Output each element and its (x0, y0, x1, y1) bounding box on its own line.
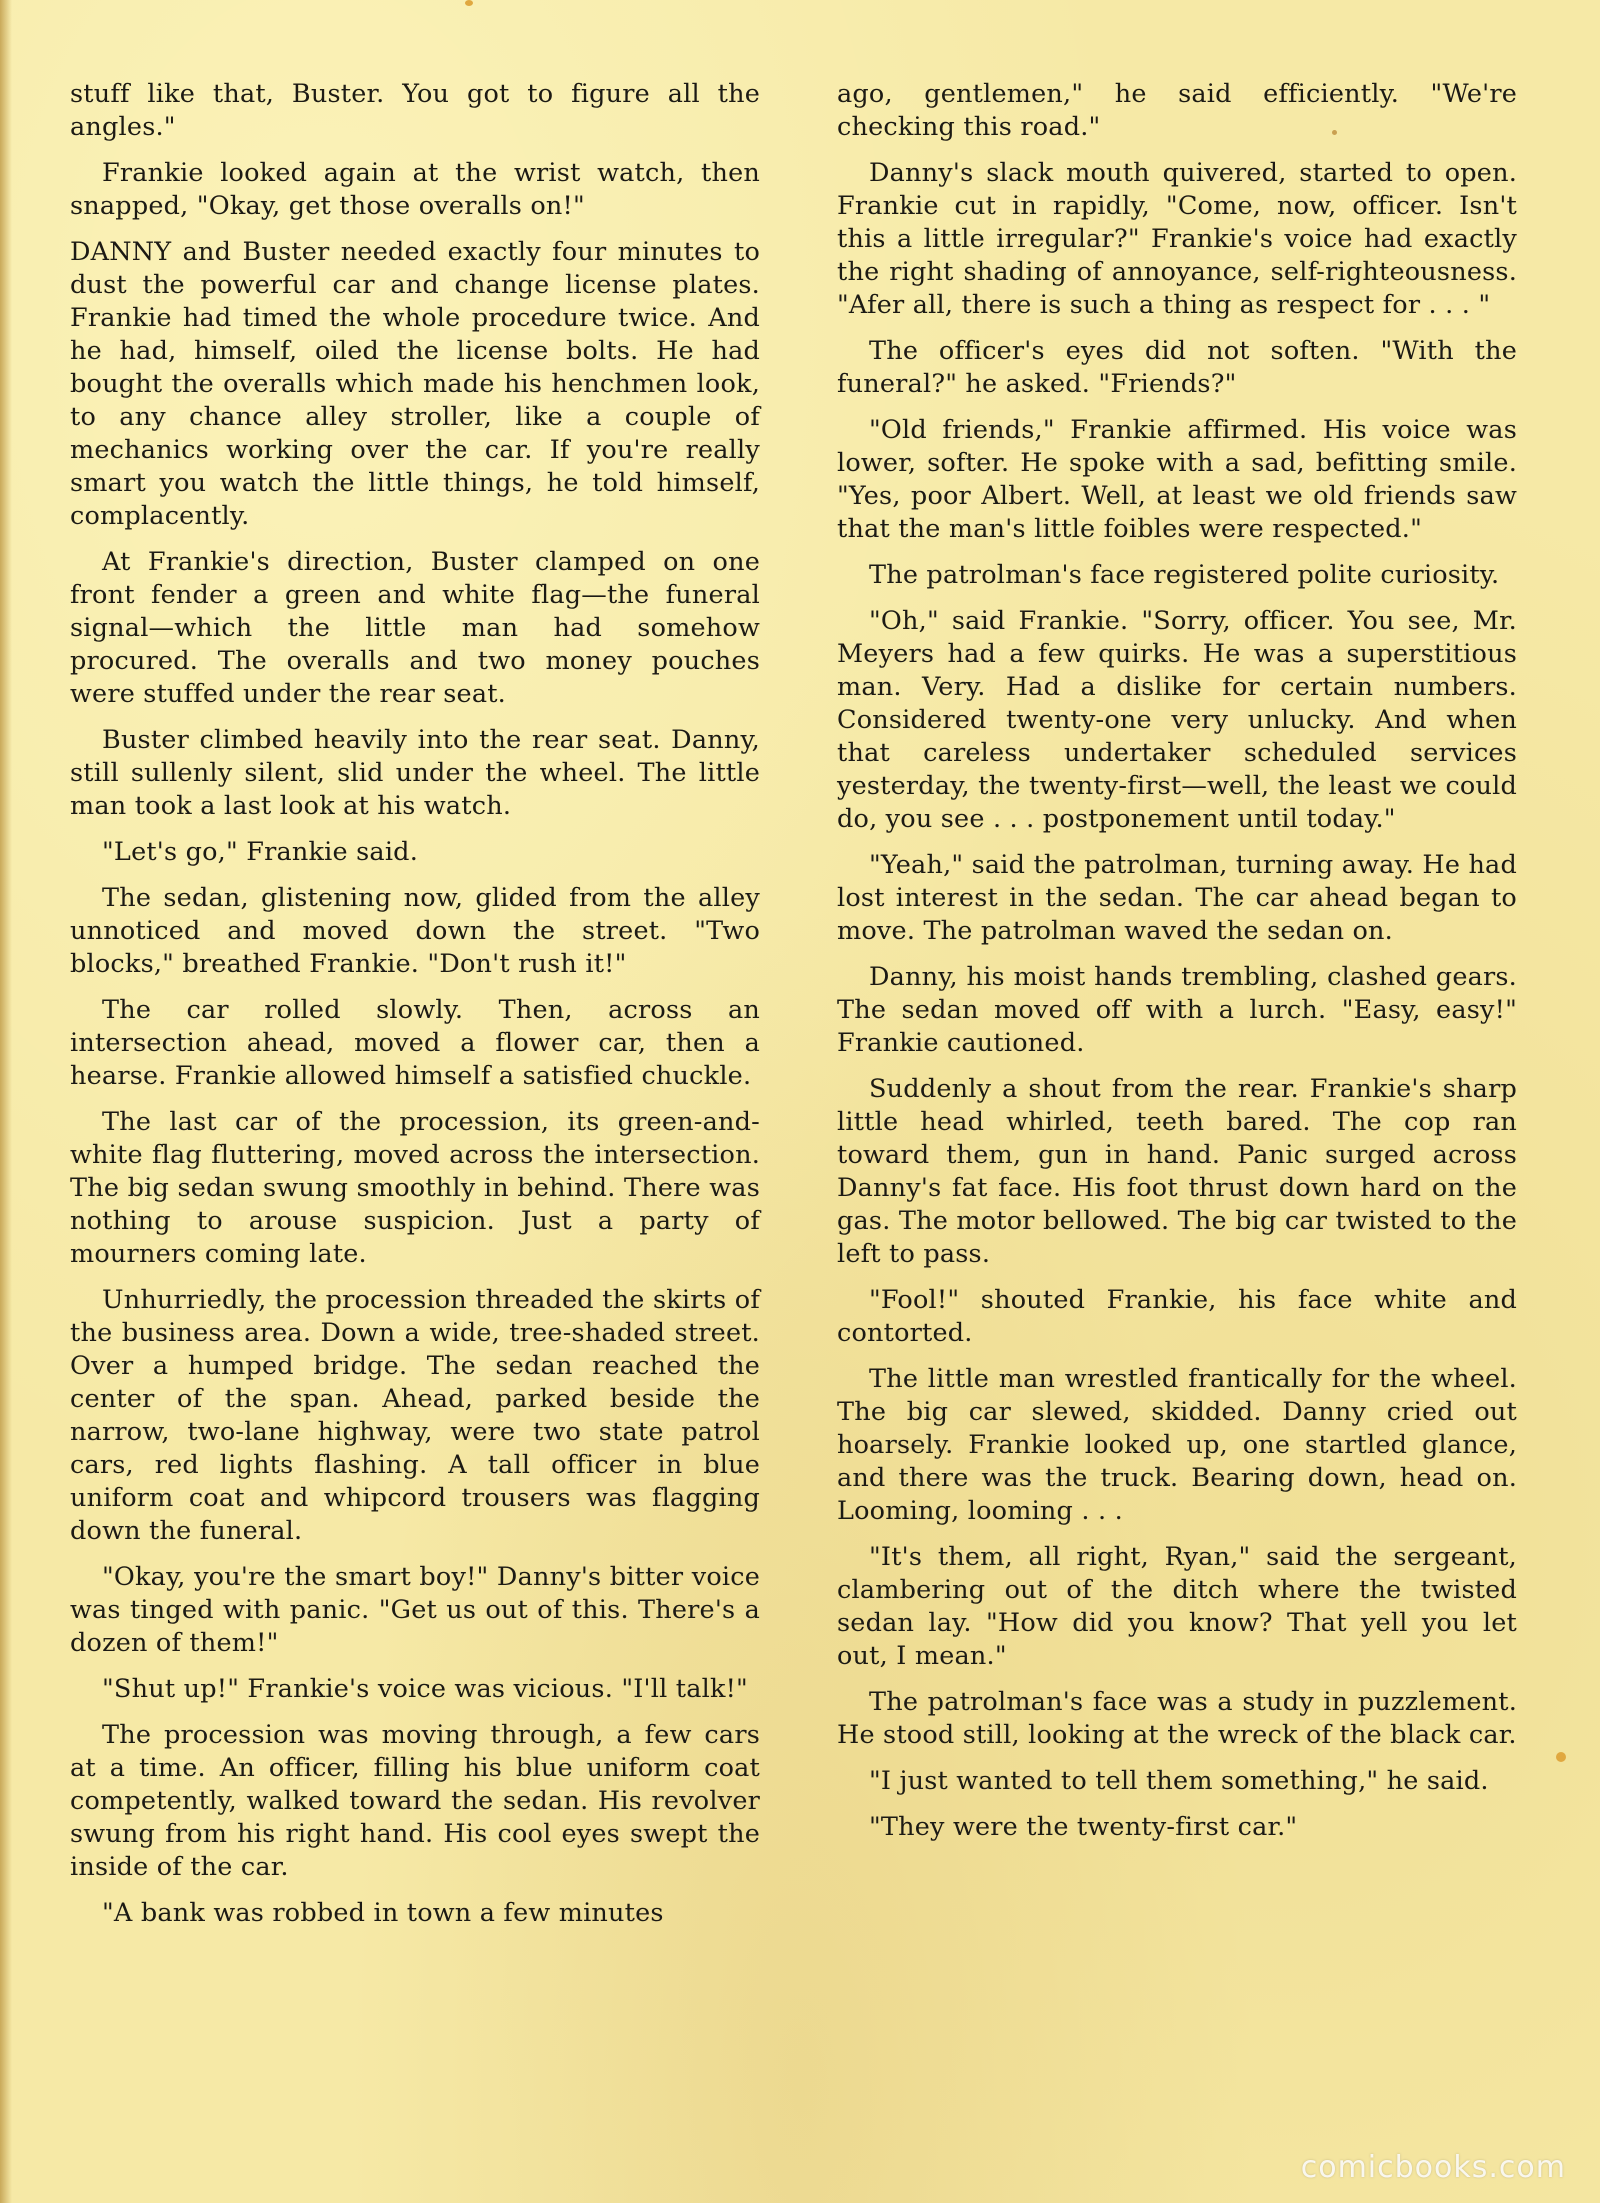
paragraph: "Fool!" shouted Frankie, his face white and contorted. (837, 1285, 1517, 1348)
paragraph: stuff like that, Buster. You got to figure all the angles." (70, 79, 760, 142)
paragraph: Frankie looked again at the wrist watch, then snapped, "Okay, get those overalls on!" (70, 158, 760, 221)
paragraph: The patrolman's face was a study in puzzlement. He stood still, looking at the wreck of the black car. (837, 1687, 1517, 1750)
paragraph: Danny, his moist hands trembling, clashed gears. The sedan moved off with a lurch. "Easy, easy!" Frankie cautioned. (837, 962, 1517, 1058)
left-column (70, 78, 760, 1943)
paper-speck (1556, 1752, 1566, 1762)
watermark: comicbooks.com (1300, 2150, 1566, 2185)
paper-speck (465, 0, 473, 6)
right-column (837, 78, 1517, 1857)
page-edge (0, 0, 12, 2203)
paragraph: "Yeah," said the patrolman, turning away. He had lost interest in the sedan. The car ahead began to move. The patrolman waved the sedan on. (837, 850, 1517, 946)
paragraph: The last car of the procession, its green-and-white flag fluttering, moved across the intersection. The big sedan swung smoothly in behind. There was nothing to arouse suspicion. Just a party of mourners coming late. (70, 1107, 760, 1269)
paragraph: Unhurriedly, the procession threaded the skirts of the business area. Down a wide, tree-shaded street. Over a humped bridge. The sedan reached the center of the span. Ahead, parked beside the narrow, two-lane highway, were two state patrol cars, red lights flashing. A tall officer in blue uniform coat and whipcord trousers was flagging down the funeral. (70, 1285, 760, 1546)
paragraph: The little man wrestled frantically for the wheel. The big car slewed, skidded. Danny cried out hoarsely. Frankie looked up, one startled glance, and there was the truck. Bearing down, head on. Looming, looming . . . (837, 1364, 1517, 1526)
paragraph: "Okay, you're the smart boy!" Danny's bitter voice was tinged with panic. "Get us out of this. There's a dozen of them!" (70, 1562, 760, 1658)
paragraph: "Let's go," Frankie said. (102, 837, 419, 867)
paragraph: DANNY and Buster needed exactly four minutes to dust the powerful car and change license plates. Frankie had timed the whole procedure twice. And he had, himself, oiled the license bolts. He had bought the overalls which made his henchmen look, to any chance alley stroller, like a couple of mechanics working over the car. If you're really smart you watch the little things, he told himself, complacently. (70, 237, 760, 531)
paragraph: ago, gentlemen," he said efficiently. "We're checking this road." (837, 79, 1517, 142)
paragraph: The patrolman's face registered polite curiosity. (869, 560, 1500, 590)
paragraph: The officer's eyes did not soften. "With the funeral?" he asked. "Friends?" (837, 336, 1517, 399)
paragraph: "It's them, all right, Ryan," said the sergeant, clambering out of the ditch where the twisted sedan lay. "How did you know? That yell you let out, I mean." (837, 1542, 1517, 1671)
paragraph: Buster climbed heavily into the rear seat. Danny, still sullenly silent, slid under the wheel. The little man took a last look at his watch. (70, 725, 760, 821)
paragraph: The procession was moving through, a few cars at a time. An officer, filling his blue uniform coat competently, walked toward the sedan. His revolver swung from his right hand. His cool eyes swept the inside of the car. (70, 1720, 760, 1882)
paragraph: "Shut up!" Frankie's voice was vicious. "I'll talk!" (102, 1674, 748, 1704)
paragraph: Suddenly a shout from the rear. Frankie's sharp little head whirled, teeth bared. The cop ran toward them, gun in hand. Panic surged across Danny's fat face. His foot thrust down hard on the gas. The motor bellowed. The big car twisted to the left to pass. (837, 1074, 1517, 1269)
paragraph: "Oh," said Frankie. "Sorry, officer. You see, Mr. Meyers had a few quirks. He was a superstitious man. Very. Had a dislike for certain numbers. Considered twenty-one very unlucky. And when that careless undertaker scheduled services yesterday, the twenty-first—well, the least we could do, you see . . . postponement until today." (837, 606, 1517, 834)
paragraph: "I just wanted to tell them something," he said. (869, 1766, 1489, 1796)
paragraph: The car rolled slowly. Then, across an intersection ahead, moved a flower car, then a hearse. Frankie allowed himself a satisfied chuckle. (70, 995, 760, 1091)
paragraph: At Frankie's direction, Buster clamped on one front fender a green and white flag—the funeral signal—which the little man had somehow procured. The overalls and two money pouches were stuffed under the rear seat. (70, 547, 760, 709)
paragraph: "Old friends," Frankie affirmed. His voice was lower, softer. He spoke with a sad, befitting smile. "Yes, poor Albert. Well, at least we old friends saw that the man's little foibles were respected." (837, 415, 1517, 544)
paragraph: "They were the twenty-first car." (869, 1812, 1298, 1842)
paragraph: The sedan, glistening now, glided from the alley unnoticed and moved down the street. "Two blocks," breathed Frankie. "Don't rush it!" (70, 883, 760, 979)
paragraph: "A bank was robbed in town a few minutes (102, 1898, 664, 1928)
paragraph: Danny's slack mouth quivered, started to open. Frankie cut in rapidly, "Come, now, officer. Isn't this a little irregular?" Frankie's voice had exactly the right shading of annoyance, self-righteousness. "Afer all, there is such a thing as respect for . . . " (837, 158, 1517, 320)
